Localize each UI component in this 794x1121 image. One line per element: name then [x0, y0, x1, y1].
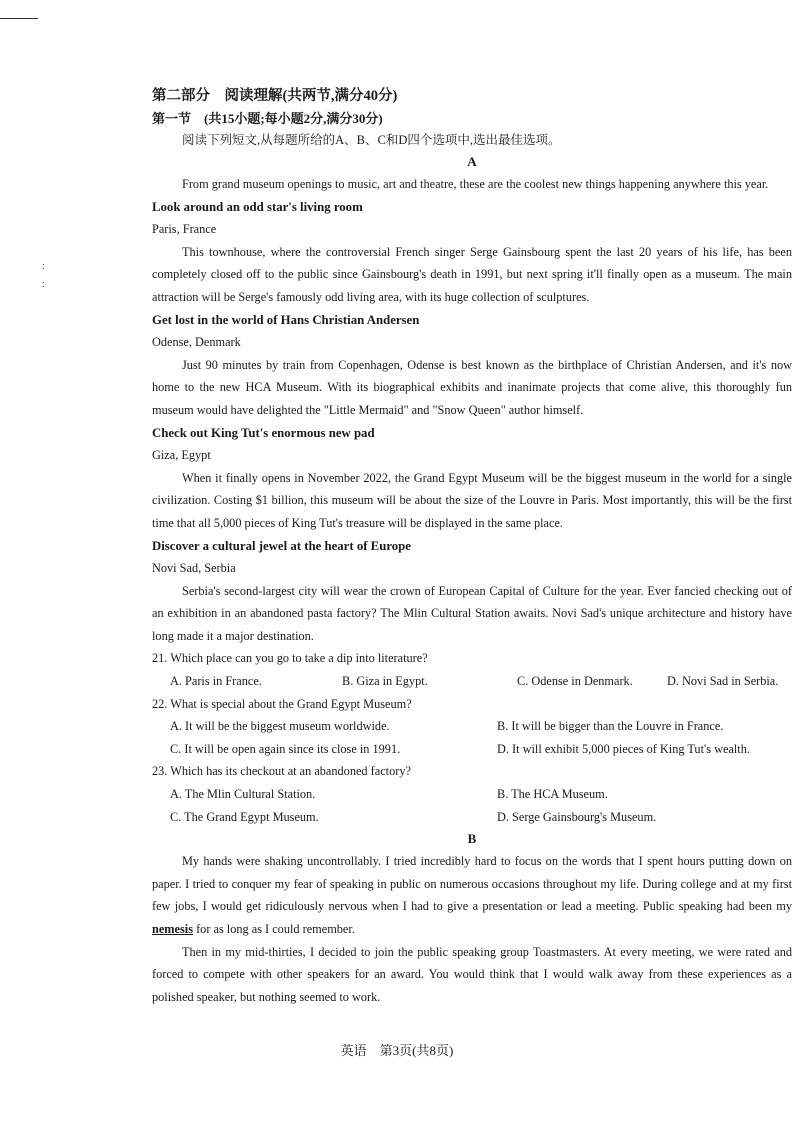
item-text: This townhouse, where the controversial French singer Serge Gainsbourg spent the last 20 years of his life, has been completely closed off to the public since Gainsbourg's death in 1991, but next spring it'll finally open as a museum. The main attraction will be Serge's famously odd living area, with its huge collection of sculptures.	[152, 244, 792, 304]
margin-dot: :	[42, 261, 45, 272]
item-location: Novi Sad, Serbia	[152, 561, 236, 576]
question-options	[152, 715, 792, 760]
item-text: Just 90 minutes by train from Copenhagen, Odense is best known as the birthplace of Christian Andersen, and it's now home to the new HCA Museum. With its biographical exhibits and inanimate projects that come alive, this thoroughly fun museum would have delighted the "Little Mermaid" and "Snow Queen" author himself.	[152, 357, 792, 417]
question-stem: 23. Which has its checkout at an abandoned factory?	[152, 764, 411, 779]
item-location: Giza, Egypt	[152, 448, 211, 463]
question-options	[152, 670, 792, 693]
section-heading: 第二部分 阅读理解(共两节,满分40分)	[152, 88, 398, 104]
option: B. It will be bigger than the Louvre in France.	[497, 719, 724, 734]
option: C. It will be open again since its close in 1991.	[170, 741, 401, 756]
corner-mark	[0, 18, 38, 19]
item-title: Discover a cultural jewel at the heart of Europe	[152, 538, 411, 553]
passage-a-intro: From grand museum openings to music, art and theatre, these are the coolest new things happening anywhere this year.	[182, 177, 769, 191]
option: A. The Mlin Cultural Station.	[170, 787, 316, 802]
section-subheading: 第一节 (共15小题;每小题2分,满分30分)	[152, 111, 383, 126]
item-text: Serbia's second-largest city will wear the crown of European Capital of Culture for the year. Ever fancied checking out of an exhibition in an abandoned pasta factory? The Mlin Cultural Station awaits. Novi Sad's unique architecture and history have long made it a major destination.	[152, 583, 792, 643]
item-title: Get lost in the world of Hans Christian Andersen	[152, 312, 420, 327]
instruction: 阅读下列短文,从每题所给的A、B、C和D四个选项中,选出最佳选项。	[182, 133, 561, 147]
passage-b-paragraph	[152, 850, 792, 940]
passage-b-paragraph: Then in my mid-thirties, I decided to join the public speaking group Toastmasters. At every meeting, we were rated and forced to compete with other speakers for an award. You would think that I would walk away from these experiences as a polished speaker, but nothing seemed to work.	[152, 944, 792, 1004]
keyword-nemesis: nemesis	[152, 922, 193, 936]
passage-a-label: A	[467, 154, 477, 169]
paragraph-text: for as long as I could remember.	[193, 922, 355, 936]
option: A. Paris in France.	[170, 674, 262, 689]
option: D. It will exhibit 5,000 pieces of King Tut's wealth.	[497, 741, 750, 756]
option: C. Odense in Denmark.	[517, 674, 633, 689]
document-page	[152, 84, 792, 1008]
question-options	[152, 783, 792, 828]
item-title: Check out King Tut's enormous new pad	[152, 425, 375, 440]
option: C. The Grand Egypt Museum.	[170, 809, 319, 824]
option: B. The HCA Museum.	[497, 787, 608, 802]
item-title: Look around an odd star's living room	[152, 199, 363, 214]
option: D. Serge Gainsbourg's Museum.	[497, 809, 657, 824]
question-stem: 22. What is special about the Grand Egypt Museum?	[152, 696, 412, 711]
question-stem: 21. Which place can you go to take a dip into literature?	[152, 651, 428, 666]
margin-dot: :	[42, 279, 45, 290]
item-location: Odense, Denmark	[152, 335, 241, 350]
passage-b-label: B	[467, 831, 477, 847]
item-text: When it finally opens in November 2022, the Grand Egypt Museum will be the biggest museum in the world for a single civilization. Costing $1 billion, this museum will be about the size of the Louvre in Paris. Most importantly, this will be the first time that all 5,000 pieces of King Tut's treasure will be displayed in the same place.	[152, 470, 792, 530]
page-footer: 英语 第3页(共8页)	[340, 1043, 454, 1058]
option: A. It will be the biggest museum worldwide.	[170, 719, 390, 734]
option: B. Giza in Egypt.	[342, 674, 428, 689]
paragraph-text: My hands were shaking uncontrollably. I tried incredibly hard to focus on the words that I spent hours putting down on paper. I tried to conquer my fear of speaking in public on numerous occasions throughout my life. During college and at my first few jobs, I would get ridiculously nervous when I had to give a presentation or lead a meeting. Public speaking had been my	[152, 854, 792, 914]
item-location: Paris, France	[152, 222, 217, 237]
option: D. Novi Sad in Serbia.	[667, 674, 779, 689]
